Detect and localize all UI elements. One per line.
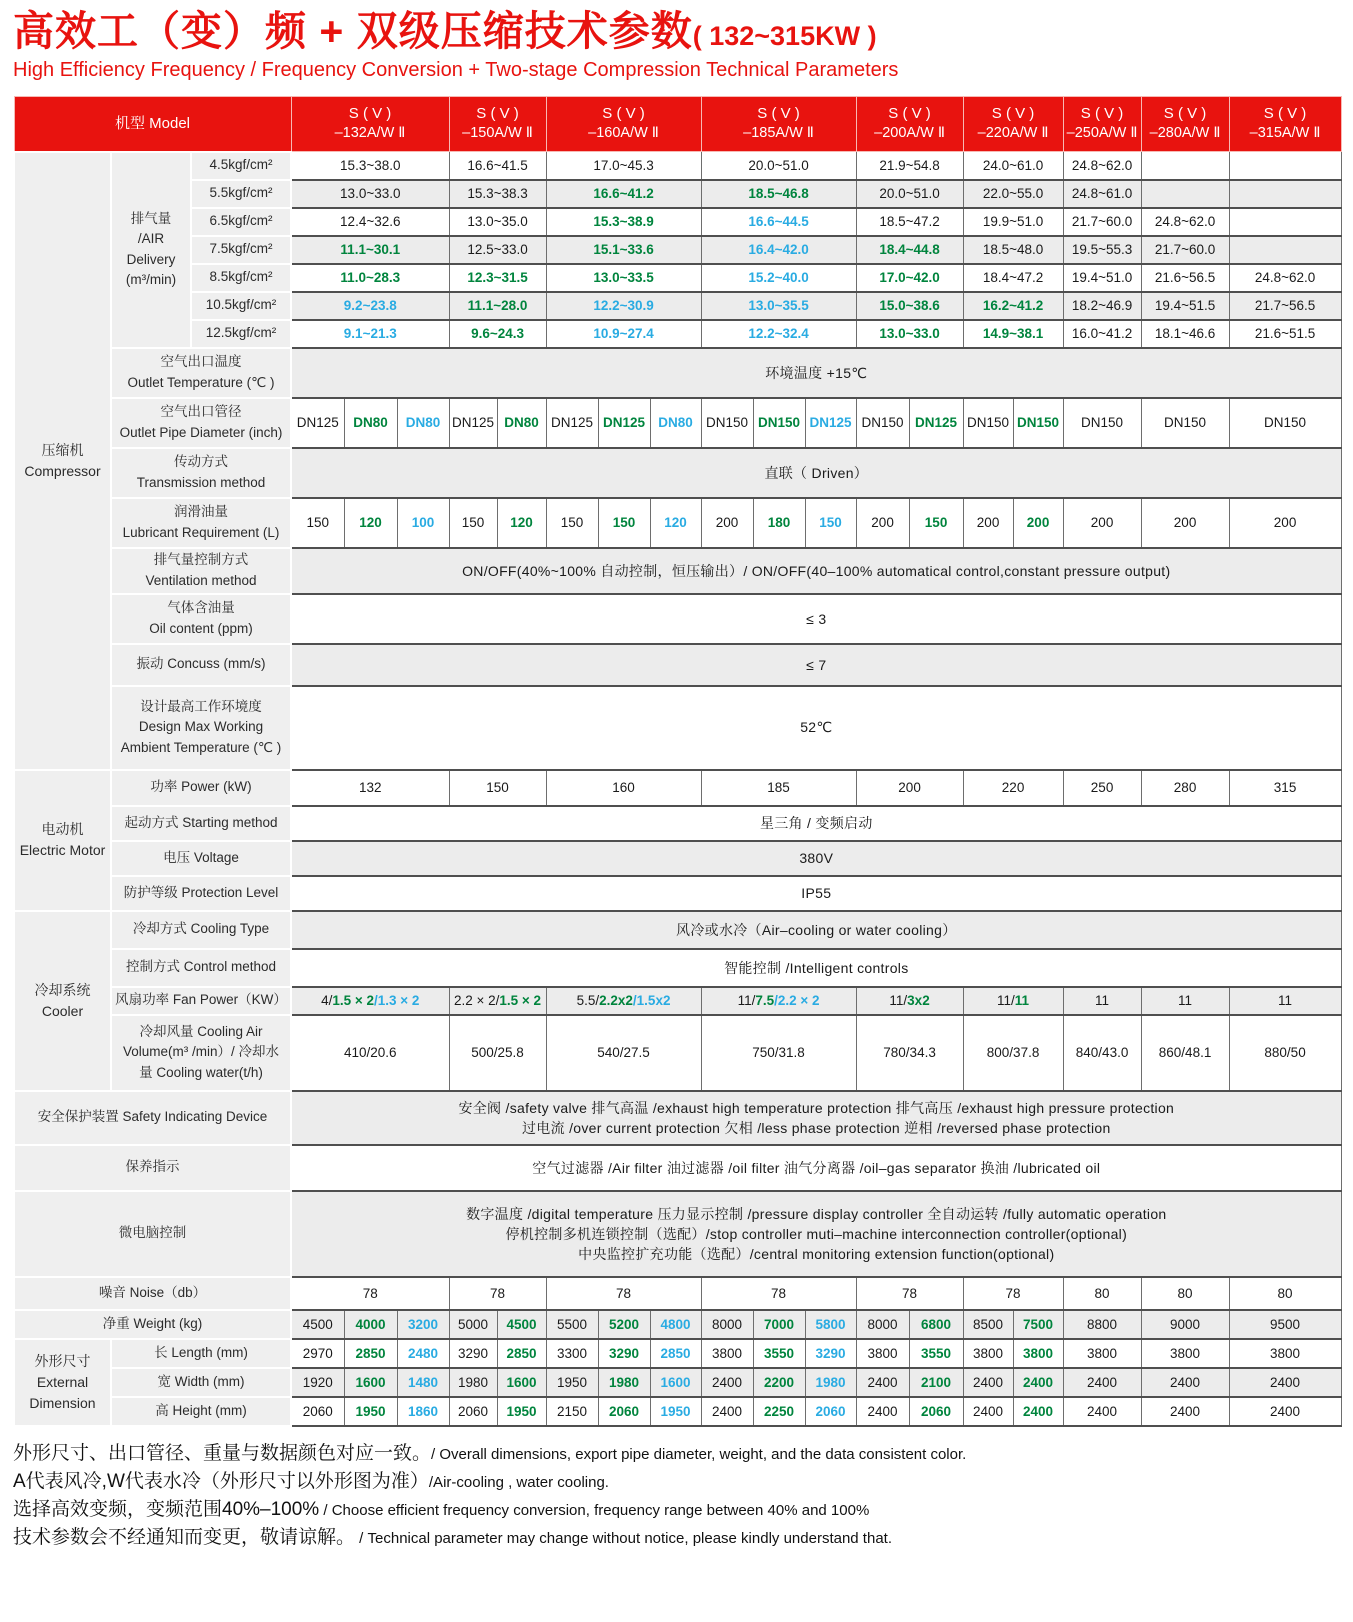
merged-value-cell: 空气过滤器 /Air filter 油过滤器 /oil filter 油气分离器 /oil–gas separator 换油 /lubricated oil (291, 1145, 1341, 1191)
label-air-delivery: 排气量 /AIR Delivery (m³/min) (111, 152, 191, 348)
value-cell: 2970 (291, 1339, 344, 1368)
sublabel-pressure-8-5: 8.5kgf/cm² (191, 264, 291, 292)
value-cell: 18.1~46.6 (1141, 320, 1229, 348)
value-cell: 18.5~47.2 (856, 208, 963, 236)
merged-value-cell: 直联（ Driven） (291, 448, 1341, 498)
footnote-line (13, 1525, 1340, 1551)
value-cell: 840/43.0 (1063, 1015, 1141, 1091)
value-cell: 1600 (650, 1368, 701, 1397)
value-cell: 185 (701, 770, 856, 806)
value-cell: 3800 (1013, 1339, 1063, 1368)
value-cell: 500/25.8 (449, 1015, 546, 1091)
value-cell: 2400 (1141, 1397, 1229, 1426)
value-cell: 24.0~61.0 (963, 152, 1063, 180)
value-cell: 780/34.3 (856, 1015, 963, 1091)
value-cell: 860/48.1 (1141, 1015, 1229, 1091)
value-cell: 150 (805, 498, 856, 548)
value-cell: 20.0~51.0 (701, 152, 856, 180)
value-cell: 100 (397, 498, 449, 548)
value-cell: 1600 (344, 1368, 397, 1397)
value-cell: 3800 (1141, 1339, 1229, 1368)
value-cell: 16.4~42.0 (701, 236, 856, 264)
value-cell: 150 (909, 498, 963, 548)
value-cell: 4500 (497, 1310, 546, 1339)
value-cell: 2400 (1013, 1368, 1063, 1397)
value-cell: 15.3~38.0 (291, 152, 449, 180)
value-cell: 12.4~32.6 (291, 208, 449, 236)
value-cell: DN150 (1141, 398, 1229, 448)
value-cell: DN125 (909, 398, 963, 448)
value-cell: 5800 (805, 1310, 856, 1339)
value-cell: 3200 (397, 1310, 449, 1339)
label-noise: 噪音 Noise（db） (14, 1277, 291, 1310)
value-cell: 2250 (753, 1397, 805, 1426)
value-cell: 21.7~60.0 (1141, 236, 1229, 264)
label-oil-content: 气体含油量 Oil content (ppm) (111, 594, 291, 644)
value-cell: 78 (701, 1277, 856, 1310)
value-cell (1229, 152, 1341, 180)
label-microcomputer-control: 微电脑控制 (14, 1191, 291, 1277)
value-cell: 21.9~54.8 (856, 152, 963, 180)
value-cell: 9500 (1229, 1310, 1341, 1339)
value-cell: 2100 (909, 1368, 963, 1397)
table-body (14, 152, 1341, 1426)
value-cell: DN150 (1013, 398, 1063, 448)
value-cell: 16.6~41.5 (449, 152, 546, 180)
value-cell: DN125 (598, 398, 650, 448)
value-cell: 19.9~51.0 (963, 208, 1063, 236)
value-cell: 12.5~33.0 (449, 236, 546, 264)
value-cell: 880/50 (1229, 1015, 1341, 1091)
page-subtitle: High Efficiency Frequency / Frequency Conversion + Two-stage Compression Technical Parameters (13, 59, 899, 82)
value-cell: 2400 (1229, 1397, 1341, 1426)
merged-value-cell: 数字温度 /digital temperature 压力显示控制 /pressure display controller 全自动运转 /fully automatic operation 停机控制多机连锁控制（选配）/stop controller muti–machine interconnection controller(optional) 中央监控扩充功能（选配）/central monitoring extension function(optional) (291, 1191, 1341, 1277)
group-electric-motor: 电动机 Electric Motor (14, 770, 111, 911)
value-cell: 3550 (909, 1339, 963, 1368)
value-cell: 18.5~48.0 (963, 236, 1063, 264)
value-cell: DN125 (449, 398, 497, 448)
value-cell: 21.7~60.0 (1063, 208, 1141, 236)
value-cell (1229, 180, 1341, 208)
label-cooling-air-volume: 冷却风量 Cooling Air Volume(m³ /min）/ 冷却水 量 Cooling water(t/h) (111, 1015, 291, 1091)
merged-value-cell: 52℃ (291, 686, 1341, 770)
value-cell: 2060 (909, 1397, 963, 1426)
value-cell: 3290 (805, 1339, 856, 1368)
model-header: S ( V ) –185A/W Ⅱ (701, 97, 856, 152)
value-cell: 3800 (1229, 1339, 1341, 1368)
value-cell: 17.0~45.3 (546, 152, 701, 180)
value-cell: 540/27.5 (546, 1015, 701, 1091)
sublabel-pressure-6-5: 6.5kgf/cm² (191, 208, 291, 236)
value-cell: 120 (497, 498, 546, 548)
sublabel-pressure-5-5: 5.5kgf/cm² (191, 180, 291, 208)
value-cell: 2060 (291, 1397, 344, 1426)
value-cell: 2.2 × 2/1.5 × 2 (449, 987, 546, 1015)
value-cell: 150 (291, 498, 344, 548)
footnote-en: / Overall dimensions, export pipe diameter, weight, and the data consistent color. (431, 1445, 967, 1463)
value-cell: 19.4~51.5 (1141, 292, 1229, 320)
value-cell: 220 (963, 770, 1063, 806)
value-cell: 1600 (497, 1368, 546, 1397)
value-cell: 80 (1141, 1277, 1229, 1310)
value-cell: DN80 (650, 398, 701, 448)
footnote-zh: 选择高效变频，变频范围40%–100% (13, 1498, 320, 1520)
value-cell: 1950 (650, 1397, 701, 1426)
label-lubricant-requirement: 润滑油量 Lubricant Requirement (L) (111, 498, 291, 548)
footnote-en: / Technical parameter may change without notice, please kindly understand that. (355, 1530, 892, 1548)
value-cell: 18.5~46.8 (701, 180, 856, 208)
value-cell: 80 (1063, 1277, 1141, 1310)
value-cell: 78 (856, 1277, 963, 1310)
value-cell: 2400 (1141, 1368, 1229, 1397)
value-cell: 18.4~44.8 (856, 236, 963, 264)
value-cell: 200 (701, 498, 753, 548)
value-cell: 1950 (546, 1368, 598, 1397)
value-cell: 78 (449, 1277, 546, 1310)
value-cell: 11 (1063, 987, 1141, 1015)
value-cell: 13.0~33.0 (291, 180, 449, 208)
value-cell: 2400 (1229, 1368, 1341, 1397)
value-cell: 1950 (344, 1397, 397, 1426)
value-cell: 2850 (497, 1339, 546, 1368)
value-cell: 200 (856, 498, 909, 548)
value-cell: 21.7~56.5 (1229, 292, 1341, 320)
value-cell: 14.9~38.1 (963, 320, 1063, 348)
label-outlet-temperature: 空气出口温度 Outlet Temperature (℃ ) (111, 348, 291, 398)
value-cell: 2200 (753, 1368, 805, 1397)
value-cell: 24.8~62.0 (1063, 152, 1141, 180)
value-cell: 200 (1141, 498, 1229, 548)
label-maintenance-indication: 保养指示 (14, 1145, 291, 1191)
footnote-line (13, 1469, 1340, 1495)
merged-value-cell: ≤ 3 (291, 594, 1341, 644)
sublabel-pressure-7-5: 7.5kgf/cm² (191, 236, 291, 264)
value-cell: 2400 (856, 1397, 909, 1426)
value-cell: 22.0~55.0 (963, 180, 1063, 208)
value-cell: 19.5~55.3 (1063, 236, 1141, 264)
value-cell: 7000 (753, 1310, 805, 1339)
value-cell: 200 (1063, 498, 1141, 548)
value-cell: 2400 (701, 1397, 753, 1426)
parameters-table (13, 96, 1342, 1427)
value-cell: 78 (963, 1277, 1063, 1310)
value-cell: 24.8~62.0 (1229, 264, 1341, 292)
value-cell: 315 (1229, 770, 1341, 806)
value-cell: 1980 (805, 1368, 856, 1397)
value-cell: 12.2~30.9 (546, 292, 701, 320)
value-cell: 3800 (856, 1339, 909, 1368)
value-cell: 24.8~62.0 (1141, 208, 1229, 236)
value-cell (1141, 180, 1229, 208)
value-cell: 15.3~38.9 (546, 208, 701, 236)
value-cell: 5.5/2.2x2/1.5x2 (546, 987, 701, 1015)
footnote-zh: 外形尺寸、出口管径、重量与数据颜色对应一致。 (13, 1442, 432, 1464)
value-cell: 150 (449, 770, 546, 806)
label-transmission-method: 传动方式 Transmission method (111, 448, 291, 498)
model-header: S ( V ) –280A/W Ⅱ (1141, 97, 1229, 152)
value-cell: 15.2~40.0 (701, 264, 856, 292)
value-cell: 2400 (1063, 1368, 1141, 1397)
model-header: S ( V ) –150A/W Ⅱ (449, 97, 546, 152)
value-cell: 9.6~24.3 (449, 320, 546, 348)
value-cell: 21.6~51.5 (1229, 320, 1341, 348)
value-cell: 3800 (1063, 1339, 1141, 1368)
label-outlet-pipe-diameter: 空气出口管径 Outlet Pipe Diameter (inch) (111, 398, 291, 448)
label-starting-method: 起动方式 Starting method (111, 806, 291, 841)
group-external-dimension: 外形尺寸 External Dimension (14, 1339, 111, 1426)
value-cell: 180 (753, 498, 805, 548)
value-cell: 2400 (701, 1368, 753, 1397)
label-fan-power: 风扇功率 Fan Power（KW） (111, 987, 291, 1015)
value-cell: 1950 (497, 1397, 546, 1426)
footnote-zh: 技术参数会不经通知而变更，敬请谅解。 (13, 1527, 356, 1549)
merged-value-cell: 智能控制 /Intelligent controls (291, 949, 1341, 987)
value-cell: 2400 (963, 1368, 1013, 1397)
value-cell: 2400 (963, 1397, 1013, 1426)
model-header-label: 机型 Model (14, 97, 291, 152)
value-cell: 16.6~41.2 (546, 180, 701, 208)
label-cooling-type: 冷却方式 Cooling Type (111, 911, 291, 949)
value-cell (1229, 208, 1341, 236)
value-cell: 6800 (909, 1310, 963, 1339)
value-cell: 3300 (546, 1339, 598, 1368)
value-cell: 24.8~61.0 (1063, 180, 1141, 208)
table-header (14, 97, 1341, 152)
value-cell: 11/11 (963, 987, 1063, 1015)
value-cell: DN80 (344, 398, 397, 448)
model-header: S ( V ) –160A/W Ⅱ (546, 97, 701, 152)
value-cell: 78 (291, 1277, 449, 1310)
value-cell: 800/37.8 (963, 1015, 1063, 1091)
value-cell: 11/3x2 (856, 987, 963, 1015)
value-cell: 2060 (805, 1397, 856, 1426)
model-header: S ( V ) –250A/W Ⅱ (1063, 97, 1141, 152)
value-cell: 9.1~21.3 (291, 320, 449, 348)
value-cell: 19.4~51.0 (1063, 264, 1141, 292)
value-cell: 3290 (449, 1339, 497, 1368)
value-cell: DN125 (805, 398, 856, 448)
value-cell: 3800 (701, 1339, 753, 1368)
label-concuss: 振动 Concuss (mm/s) (111, 644, 291, 686)
label-protection-level: 防护等级 Protection Level (111, 876, 291, 911)
value-cell: 120 (650, 498, 701, 548)
value-cell: 16.2~41.2 (963, 292, 1063, 320)
value-cell: 11.0~28.3 (291, 264, 449, 292)
label-length: 长 Length (mm) (111, 1339, 291, 1368)
model-header: S ( V ) –200A/W Ⅱ (856, 97, 963, 152)
value-cell: 9.2~23.8 (291, 292, 449, 320)
value-cell: 16.0~41.2 (1063, 320, 1141, 348)
page-title-suffix: ( 132~315KW ) (692, 21, 877, 51)
value-cell: 11 (1229, 987, 1341, 1015)
footnotes (13, 1441, 1340, 1552)
value-cell: 16.6~44.5 (701, 208, 856, 236)
value-cell: 2850 (650, 1339, 701, 1368)
model-header: S ( V ) –315A/W Ⅱ (1229, 97, 1341, 152)
value-cell: 10.9~27.4 (546, 320, 701, 348)
value-cell: 4500 (291, 1310, 344, 1339)
value-cell: 120 (344, 498, 397, 548)
page-title-zh: 高效工（变）频 + 双级压缩技术参数 (13, 8, 693, 54)
value-cell: 8000 (701, 1310, 753, 1339)
value-cell: 3550 (753, 1339, 805, 1368)
value-cell: 8500 (963, 1310, 1013, 1339)
value-cell: 13.0~33.5 (546, 264, 701, 292)
label-ventilation-method: 排气量控制方式 Ventilation method (111, 548, 291, 594)
value-cell: 80 (1229, 1277, 1341, 1310)
value-cell: 11.1~28.0 (449, 292, 546, 320)
value-cell: 150 (598, 498, 650, 548)
value-cell: 200 (963, 498, 1013, 548)
value-cell: 12.2~32.4 (701, 320, 856, 348)
value-cell: 2480 (397, 1339, 449, 1368)
sublabel-pressure-12-5: 12.5kgf/cm² (191, 320, 291, 348)
value-cell: 18.2~46.9 (1063, 292, 1141, 320)
value-cell (1141, 152, 1229, 180)
group-compressor: 压缩机 Compressor (14, 152, 111, 770)
value-cell: DN150 (1229, 398, 1341, 448)
value-cell: DN150 (753, 398, 805, 448)
value-cell: DN125 (291, 398, 344, 448)
value-cell: 2400 (1063, 1397, 1141, 1426)
sublabel-pressure-10-5: 10.5kgf/cm² (191, 292, 291, 320)
value-cell: 5200 (598, 1310, 650, 1339)
value-cell: 4000 (344, 1310, 397, 1339)
merged-value-cell: 安全阀 /safety valve 排气高温 /exhaust high temperature protection 排气高压 /exhaust high pressure protection 过电流 /over current protection 欠相 /less phase protection 逆相 /reversed phase protection (291, 1091, 1341, 1145)
label-safety-indicating-device: 安全保护装置 Safety Indicating Device (14, 1091, 291, 1145)
value-cell: DN150 (856, 398, 909, 448)
value-cell: 5500 (546, 1310, 598, 1339)
value-cell: 13.0~33.0 (856, 320, 963, 348)
value-cell: 17.0~42.0 (856, 264, 963, 292)
value-cell: 11.1~30.1 (291, 236, 449, 264)
value-cell: 3800 (963, 1339, 1013, 1368)
group-cooler: 冷却系统 Cooler (14, 911, 111, 1091)
value-cell: 78 (546, 1277, 701, 1310)
label-design-max-ambient: 设计最高工作环境度 Design Max Working Ambient Temperature (℃ ) (111, 686, 291, 770)
value-cell: DN150 (963, 398, 1013, 448)
sublabel-pressure-4-5: 4.5kgf/cm² (191, 152, 291, 180)
value-cell: 2060 (449, 1397, 497, 1426)
value-cell: 2060 (598, 1397, 650, 1426)
value-cell: DN80 (497, 398, 546, 448)
merged-value-cell: 星三角 / 变频启动 (291, 806, 1341, 841)
value-cell: 150 (449, 498, 497, 548)
footnote-en: /Air-cooling , water cooling. (428, 1473, 609, 1491)
value-cell: 4/1.5 × 2/1.3 × 2 (291, 987, 449, 1015)
value-cell: 15.3~38.3 (449, 180, 546, 208)
model-header: S ( V ) –132A/W Ⅱ (291, 97, 449, 152)
merged-value-cell: IP55 (291, 876, 1341, 911)
value-cell: 4800 (650, 1310, 701, 1339)
merged-value-cell: 380V (291, 841, 1341, 876)
value-cell: 8800 (1063, 1310, 1141, 1339)
value-cell: 1920 (291, 1368, 344, 1397)
value-cell: 410/20.6 (291, 1015, 449, 1091)
value-cell: 7500 (1013, 1310, 1063, 1339)
merged-value-cell: ON/OFF(40%~100% 自动控制，恒压输出）/ ON/OFF(40–100% automatical control,constant pressure output) (291, 548, 1341, 594)
value-cell: 13.0~35.5 (701, 292, 856, 320)
value-cell: 15.0~38.6 (856, 292, 963, 320)
value-cell: 750/31.8 (701, 1015, 856, 1091)
footnote-line (13, 1497, 1340, 1523)
label-control-method: 控制方式 Control method (111, 949, 291, 987)
footnote-en: / Choose efficient frequency conversion, frequency range between 40% and 100% (319, 1501, 870, 1519)
value-cell: 2850 (344, 1339, 397, 1368)
value-cell: 20.0~51.0 (856, 180, 963, 208)
value-cell: 280 (1141, 770, 1229, 806)
value-cell: 1860 (397, 1397, 449, 1426)
value-cell: 18.4~47.2 (963, 264, 1063, 292)
merged-value-cell: 环境温度 +15℃ (291, 348, 1341, 398)
value-cell: 9000 (1141, 1310, 1229, 1339)
label-net-weight: 净重 Weight (kg) (14, 1310, 291, 1339)
label-width: 宽 Width (mm) (111, 1368, 291, 1397)
value-cell: DN150 (1063, 398, 1141, 448)
value-cell: 1980 (598, 1368, 650, 1397)
value-cell: 3290 (598, 1339, 650, 1368)
value-cell: 1980 (449, 1368, 497, 1397)
value-cell: 160 (546, 770, 701, 806)
value-cell: 21.6~56.5 (1141, 264, 1229, 292)
model-header: S ( V ) –220A/W Ⅱ (963, 97, 1063, 152)
value-cell: 5000 (449, 1310, 497, 1339)
value-cell: 15.1~33.6 (546, 236, 701, 264)
label-height: 高 Height (mm) (111, 1397, 291, 1426)
value-cell: DN125 (546, 398, 598, 448)
value-cell: 132 (291, 770, 449, 806)
label-power: 功率 Power (kW) (111, 770, 291, 806)
value-cell (1229, 236, 1341, 264)
value-cell: DN150 (701, 398, 753, 448)
value-cell: 200 (856, 770, 963, 806)
merged-value-cell: 风冷或水冷（Air–cooling or water cooling） (291, 911, 1341, 949)
value-cell: 12.3~31.5 (449, 264, 546, 292)
value-cell: 2400 (1013, 1397, 1063, 1426)
value-cell: 11 (1141, 987, 1229, 1015)
value-cell: 1480 (397, 1368, 449, 1397)
value-cell: 150 (546, 498, 598, 548)
value-cell: 200 (1229, 498, 1341, 548)
value-cell: 11/7.5/2.2 × 2 (701, 987, 856, 1015)
value-cell: 200 (1013, 498, 1063, 548)
value-cell: 2150 (546, 1397, 598, 1426)
value-cell: 2400 (856, 1368, 909, 1397)
footnote-zh: A代表风冷,W代表水冷（外形尺寸以外形图为准） (13, 1470, 429, 1492)
label-voltage: 电压 Voltage (111, 841, 291, 876)
merged-value-cell: ≤ 7 (291, 644, 1341, 686)
value-cell: 250 (1063, 770, 1141, 806)
value-cell: DN80 (397, 398, 449, 448)
footnote-line (13, 1441, 1340, 1467)
value-cell: 13.0~35.0 (449, 208, 546, 236)
value-cell: 8000 (856, 1310, 909, 1339)
page-title (13, 10, 1340, 53)
